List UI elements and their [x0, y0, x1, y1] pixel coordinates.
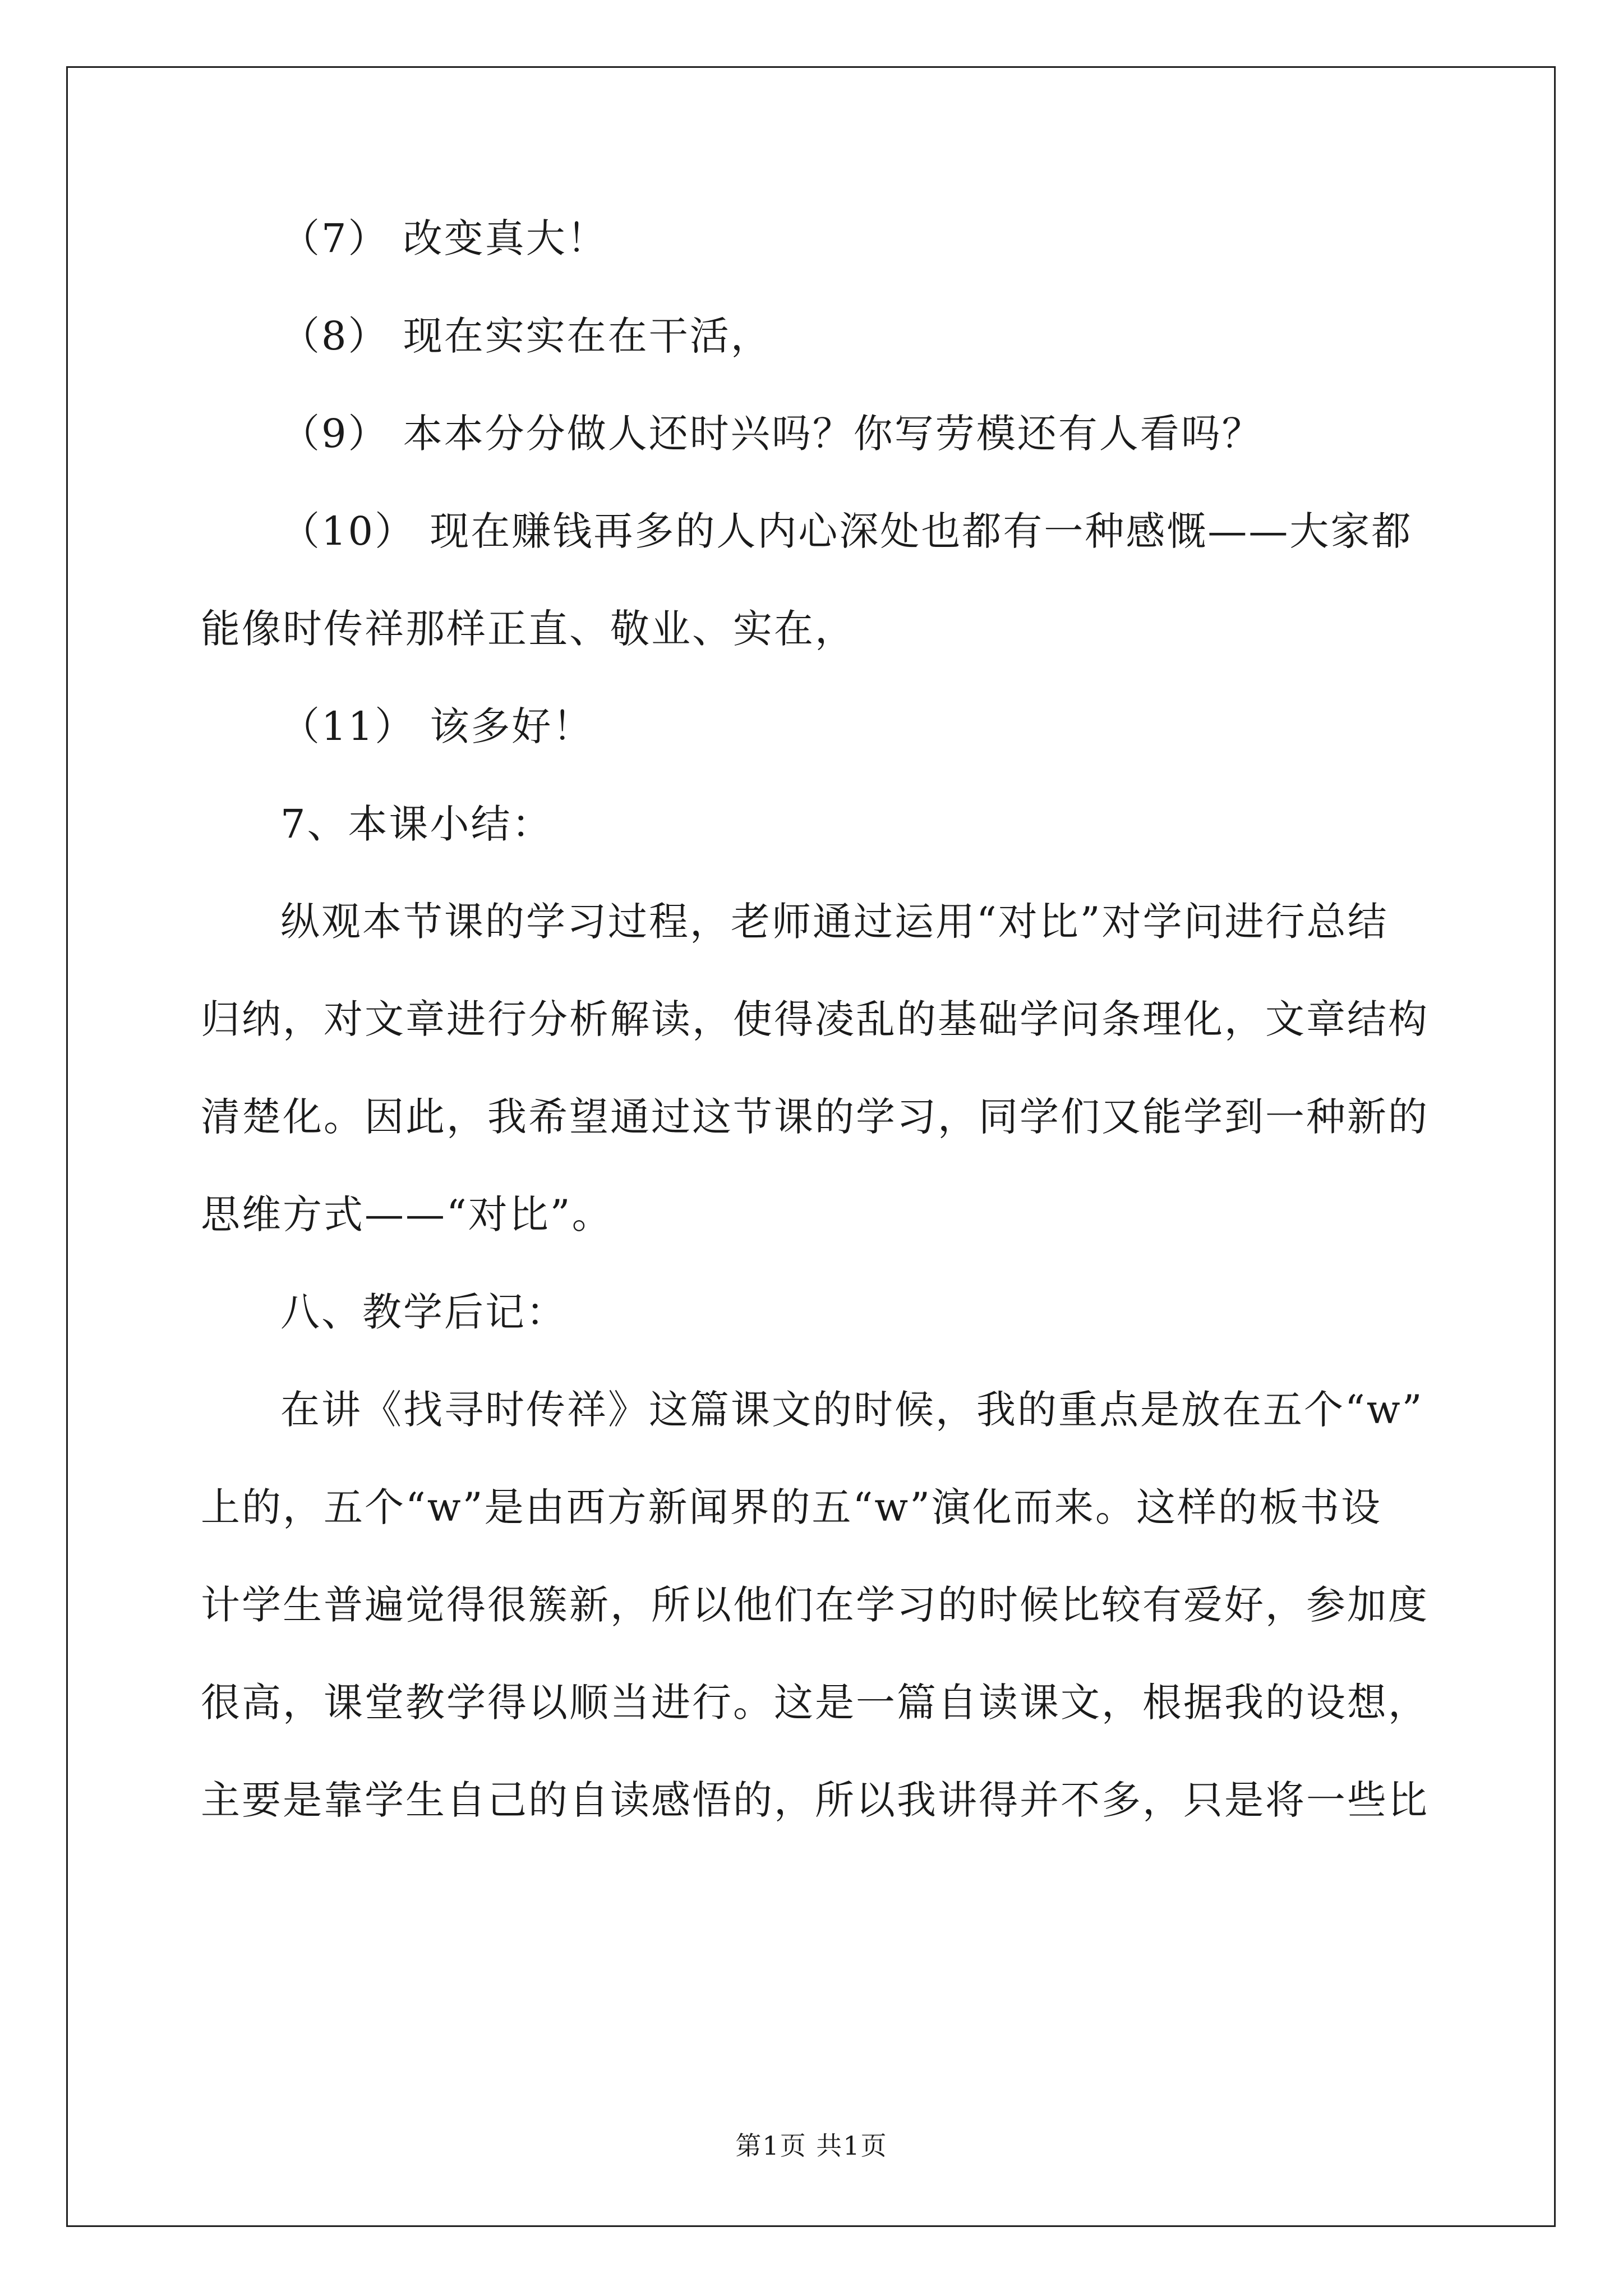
text-line: （7） 改变真大！	[280, 215, 608, 261]
text-line: 在讲《找寻时传祥》这篇课文的时候，我的重点是放在五个“w”	[280, 1387, 1424, 1433]
text-line: 上的，五个“w”是由西方新闻界的五“w”演化而来。这样的板书设	[201, 1484, 1382, 1530]
text-line: 清楚化。因此，我希望通过这节课的学习，同学们又能学到一种新的	[201, 1094, 1429, 1140]
text-line: 纵观本节课的学习过程，老师通过运用“对比”对学问进行总结	[280, 899, 1389, 945]
page-footer: 第1页 共1页	[735, 2131, 888, 2161]
text-line: 计学生普遍觉得很簇新，所以他们在学习的时候比较有爱好，参加度	[201, 1582, 1429, 1628]
page-border	[66, 66, 1556, 2227]
text-line: （9） 本本分分做人还时兴吗？你写劳模还有人看吗？	[280, 411, 1263, 457]
text-line: 归纳，对文章进行分析解读，使得凌乱的基础学问条理化，文章结构	[201, 996, 1429, 1042]
section-heading: 八、教学后记：	[280, 1289, 567, 1335]
text-line: 主要是靠学生自己的自读感悟的，所以我讲得并不多，只是将一些比	[201, 1777, 1429, 1823]
text-line: （8） 现在实实在在干活，	[280, 313, 772, 359]
text-line: 能像时传祥那样正直、敬业、实在，	[201, 606, 856, 652]
text-line: 思维方式——“对比”。	[201, 1191, 613, 1237]
text-line: （11） 该多好！	[280, 703, 594, 749]
text-line: （10） 现在赚钱再多的人内心深处也都有一种感慨——大家都	[280, 508, 1413, 554]
text-line: 很高，课堂教学得以顺当进行。这是一篇自读课文，根据我的设想，	[201, 1680, 1429, 1726]
section-heading: 7、本课小结：	[280, 801, 553, 847]
